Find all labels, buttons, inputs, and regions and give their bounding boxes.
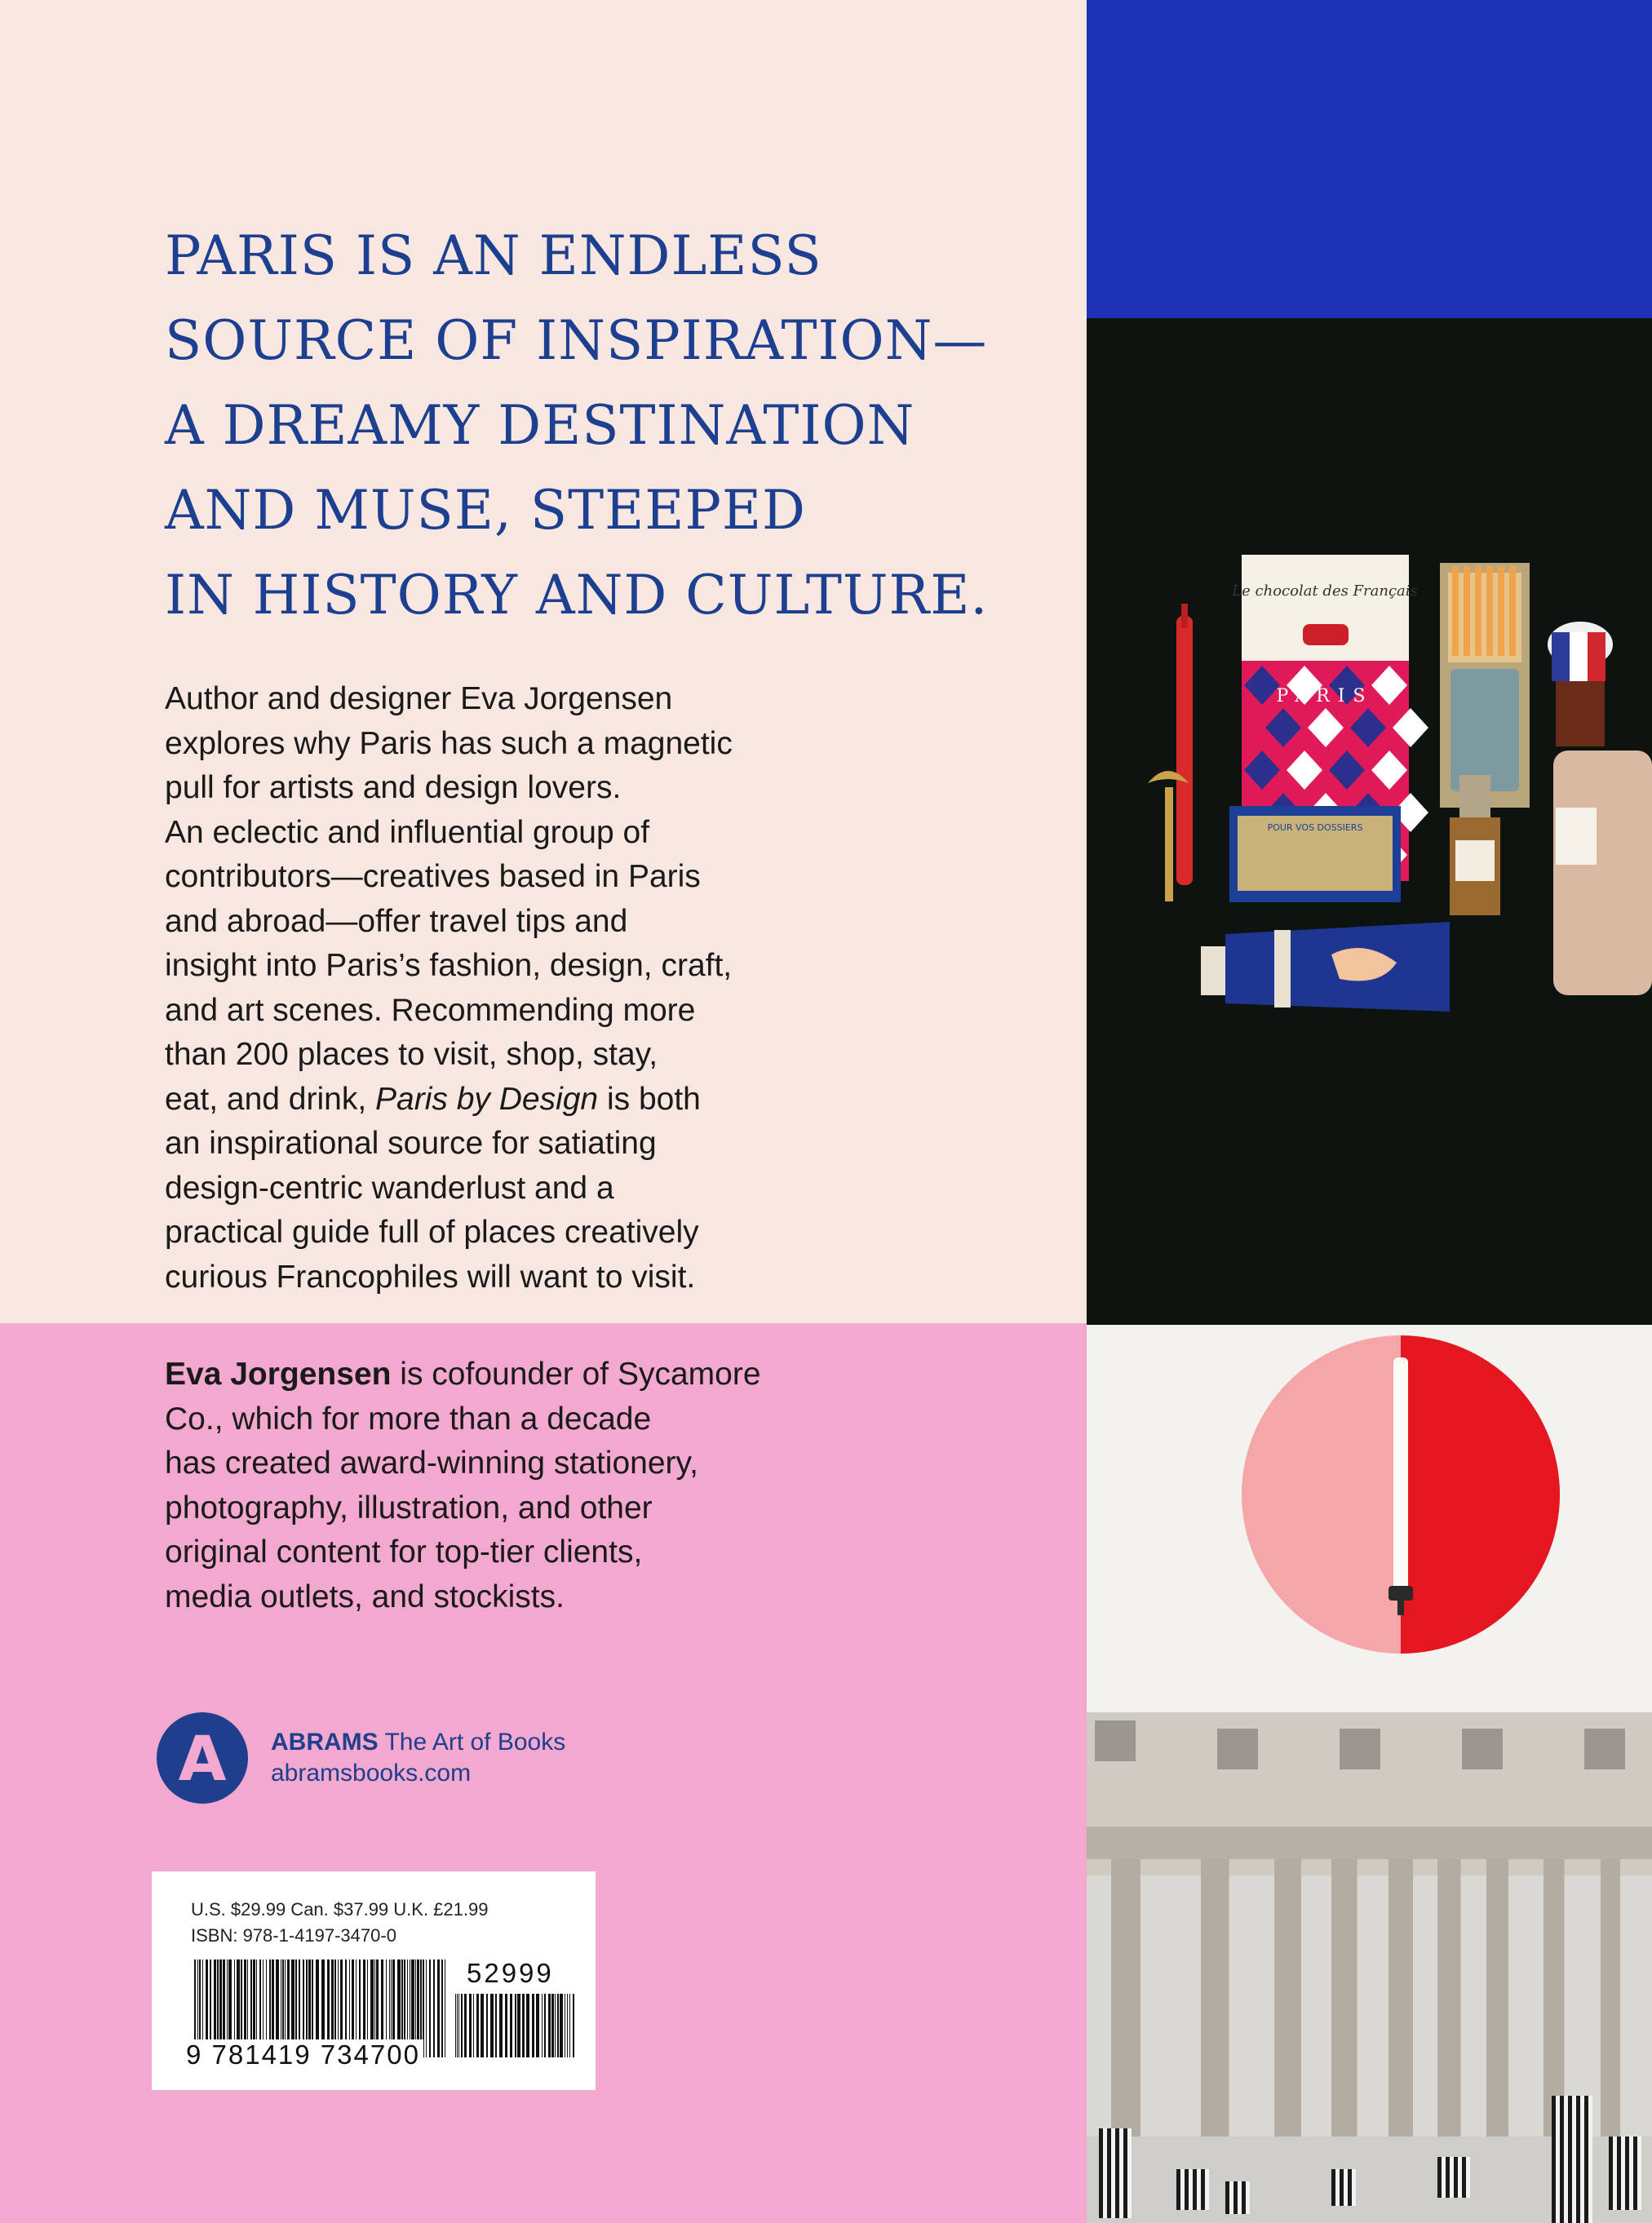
addon-bar xyxy=(458,1994,459,2057)
stripe xyxy=(1466,2157,1470,2198)
addon-bar xyxy=(457,1994,458,2057)
white-candle xyxy=(1393,1357,1408,1594)
palais-royal-photo xyxy=(1087,1712,1652,2223)
bio-text: is cofounder of Sycamore xyxy=(391,1357,761,1392)
description-line: insight into Paris’s fashion, design, craft, xyxy=(165,948,733,983)
addon-bar xyxy=(532,1994,534,2057)
stripe xyxy=(1442,2157,1446,2198)
stripe xyxy=(1617,2137,1621,2210)
publisher-block xyxy=(157,1712,565,1804)
stripe xyxy=(1462,2157,1466,2198)
addon-bar xyxy=(536,1994,539,2057)
addon-bar xyxy=(461,1994,463,2057)
description-text: is both xyxy=(598,1081,701,1117)
stripe xyxy=(1201,2169,1205,2210)
stripe xyxy=(1454,2157,1458,2198)
stripe xyxy=(1189,2169,1193,2210)
objects-illustration xyxy=(1087,318,1652,1325)
headline-line: PARIS IS AN ENDLESS xyxy=(165,224,822,287)
bio-line: has created award-winning stationery, xyxy=(165,1446,698,1481)
author-name: Eva Jorgensen xyxy=(165,1357,392,1392)
description-line: design-centric wanderlust and a xyxy=(165,1170,614,1206)
description-text: eat, and drink, xyxy=(165,1081,375,1117)
headline xyxy=(165,214,1062,638)
addon-bar xyxy=(473,1994,474,2057)
addon-bar xyxy=(548,1994,551,2057)
stripe xyxy=(1331,2169,1335,2206)
column xyxy=(1201,1859,1229,2153)
stripe xyxy=(1103,2128,1107,2218)
stripe xyxy=(1352,2169,1356,2206)
addon-bar xyxy=(569,1994,570,2057)
stripe xyxy=(1111,2128,1115,2218)
barcode-bar xyxy=(426,1960,427,2057)
candle-illustration xyxy=(1087,1325,1652,1712)
abrams-logo-icon: A xyxy=(157,1712,248,1804)
blue-color-block xyxy=(1087,0,1652,318)
column xyxy=(1111,1859,1140,2153)
publisher-name-line xyxy=(271,1727,565,1758)
addon-bar xyxy=(573,1994,574,2057)
matchbook-text: Le chocolat des Français xyxy=(1232,582,1418,600)
description-line: and abroad—offer travel tips and xyxy=(165,903,628,939)
bio-line: photography, illustration, and other xyxy=(165,1490,653,1526)
headline-line: IN HISTORY AND CULTURE. xyxy=(165,564,989,627)
stripe xyxy=(1458,2157,1462,2198)
stripe xyxy=(1637,2137,1641,2210)
barcode-bar xyxy=(433,1960,435,2057)
description-line: practical guide full of places creatively xyxy=(165,1215,699,1250)
stripe xyxy=(1225,2181,1229,2214)
stripe xyxy=(1609,2137,1613,2210)
addon-bar xyxy=(469,1994,472,2057)
description-line: explores why Paris has such a magnetic xyxy=(165,725,733,761)
addon-bar xyxy=(526,1994,529,2057)
barcode-panel xyxy=(152,1871,596,2090)
pencil-box-text: POUR VOS DOSSIERS xyxy=(1267,822,1363,833)
bio-line: Co., which for more than a decade xyxy=(165,1401,652,1437)
stripe xyxy=(1580,2096,1584,2223)
red-pen xyxy=(1176,616,1193,885)
headline-line: SOURCE OF INSPIRATION— xyxy=(165,309,988,372)
stripe xyxy=(1344,2169,1348,2206)
publisher-text xyxy=(271,1727,565,1789)
palais-royal-illustration xyxy=(1087,1712,1652,2223)
addon-digits: 52999 xyxy=(467,1958,554,1988)
column xyxy=(1388,1859,1413,2153)
stripe xyxy=(1205,2169,1209,2210)
stripe xyxy=(1242,2181,1246,2214)
stripe xyxy=(1180,2169,1185,2210)
stripe xyxy=(1115,2128,1119,2218)
description-line: An eclectic and influential group of xyxy=(165,814,650,850)
book-description xyxy=(165,677,899,1300)
description-line: pull for artists and design lovers. xyxy=(165,770,622,805)
stripe xyxy=(1576,2096,1580,2223)
stripe xyxy=(1185,2169,1189,2210)
addon-bar xyxy=(490,1994,494,2057)
addon-bar xyxy=(455,1994,456,2057)
column xyxy=(1331,1859,1357,2153)
barcode-bar xyxy=(437,1960,440,2057)
stripe xyxy=(1450,2157,1454,2198)
stripe xyxy=(1556,2096,1560,2223)
stripe xyxy=(1625,2137,1629,2210)
addon-bar xyxy=(486,1994,488,2057)
description-line xyxy=(165,1078,899,1123)
addon-bar xyxy=(555,1994,556,2057)
stripe xyxy=(1233,2181,1238,2214)
description-line: and art scenes. Recommending more xyxy=(165,992,696,1028)
candle-photo xyxy=(1087,1325,1652,1712)
addon-bar xyxy=(544,1994,546,2057)
addon-bar xyxy=(505,1994,507,2057)
addon-bar xyxy=(560,1994,563,2057)
stripe xyxy=(1348,2169,1352,2206)
headline-line: AND MUSE, STEEPED xyxy=(165,479,806,542)
price-line: U.S. $29.99 Can. $37.99 U.K. £21.99 xyxy=(191,1899,489,1920)
addon-bar xyxy=(476,1994,479,2057)
stripe xyxy=(1099,2128,1103,2218)
stripe xyxy=(1238,2181,1242,2214)
column xyxy=(1486,1859,1508,2153)
kraft-package xyxy=(1553,751,1652,995)
addon-bar xyxy=(464,1994,467,2057)
description-line: contributors—creatives based in Paris xyxy=(165,859,701,894)
parisian-objects-photo xyxy=(1087,318,1652,1325)
addon-bar xyxy=(517,1994,520,2057)
column xyxy=(1274,1859,1301,2153)
bio-line: original content for top-tier clients, xyxy=(165,1534,643,1570)
stripe xyxy=(1633,2137,1637,2210)
stripe xyxy=(1572,2096,1576,2223)
addon-bar xyxy=(499,1994,503,2057)
column xyxy=(1601,1859,1620,2153)
bio-line xyxy=(165,1353,899,1397)
addon-bar xyxy=(542,1994,543,2057)
stripe xyxy=(1335,2169,1340,2206)
ean-digits: 9 781419 734700 xyxy=(183,2039,423,2070)
stripe xyxy=(1176,2169,1180,2210)
stripe xyxy=(1127,2128,1132,2218)
barcode-bar xyxy=(429,1960,431,2057)
stripe xyxy=(1446,2157,1450,2198)
addon-bar xyxy=(551,1994,554,2057)
stripe xyxy=(1119,2128,1123,2218)
stripe xyxy=(1621,2137,1625,2210)
description-line: Author and designer Eva Jorgensen xyxy=(165,681,673,716)
description-line: curious Francophiles will want to visit. xyxy=(165,1259,696,1295)
stripe xyxy=(1552,2096,1556,2223)
headline-line: A DREAMY DESTINATION xyxy=(165,394,915,457)
addon-bar xyxy=(567,1994,568,2057)
publisher-url[interactable]: abramsbooks.com xyxy=(271,1760,472,1787)
addon-barcode xyxy=(454,1994,578,2057)
addon-bar xyxy=(515,1994,516,2057)
stripe xyxy=(1246,2181,1250,2214)
book-title: Paris by Design xyxy=(375,1081,599,1117)
stripe xyxy=(1229,2181,1233,2214)
stripe xyxy=(1193,2169,1197,2210)
stripe xyxy=(1613,2137,1617,2210)
addon-bar xyxy=(495,1994,497,2057)
publisher-tagline: The Art of Books xyxy=(378,1729,566,1756)
stripe xyxy=(1197,2169,1201,2210)
stripe xyxy=(1107,2128,1111,2218)
bio-line: media outlets, and stockists. xyxy=(165,1579,565,1614)
stripe xyxy=(1560,2096,1564,2223)
stripe xyxy=(1568,2096,1572,2223)
addon-bar xyxy=(522,1994,525,2057)
isbn-line: ISBN: 978-1-4197-3470-0 xyxy=(191,1925,396,1946)
description-line: than 200 places to visit, shop, stay, xyxy=(165,1037,658,1072)
stripe xyxy=(1437,2157,1442,2198)
column xyxy=(1437,1859,1461,2153)
addon-bar xyxy=(510,1994,512,2057)
paris-pattern-text: PARIS xyxy=(1276,686,1374,706)
stripe xyxy=(1564,2096,1568,2223)
barcode-bar xyxy=(441,1960,443,2057)
stripe xyxy=(1340,2169,1344,2206)
stripe xyxy=(1588,2096,1592,2223)
stripe xyxy=(1584,2096,1588,2223)
publisher-name: ABRAMS xyxy=(271,1729,379,1756)
stripe xyxy=(1123,2128,1127,2218)
addon-bar xyxy=(557,1994,559,2057)
description-line: an inspirational source for satiating xyxy=(165,1126,657,1161)
author-bio xyxy=(165,1353,899,1619)
addon-bar xyxy=(481,1994,484,2057)
stripe xyxy=(1629,2137,1633,2210)
